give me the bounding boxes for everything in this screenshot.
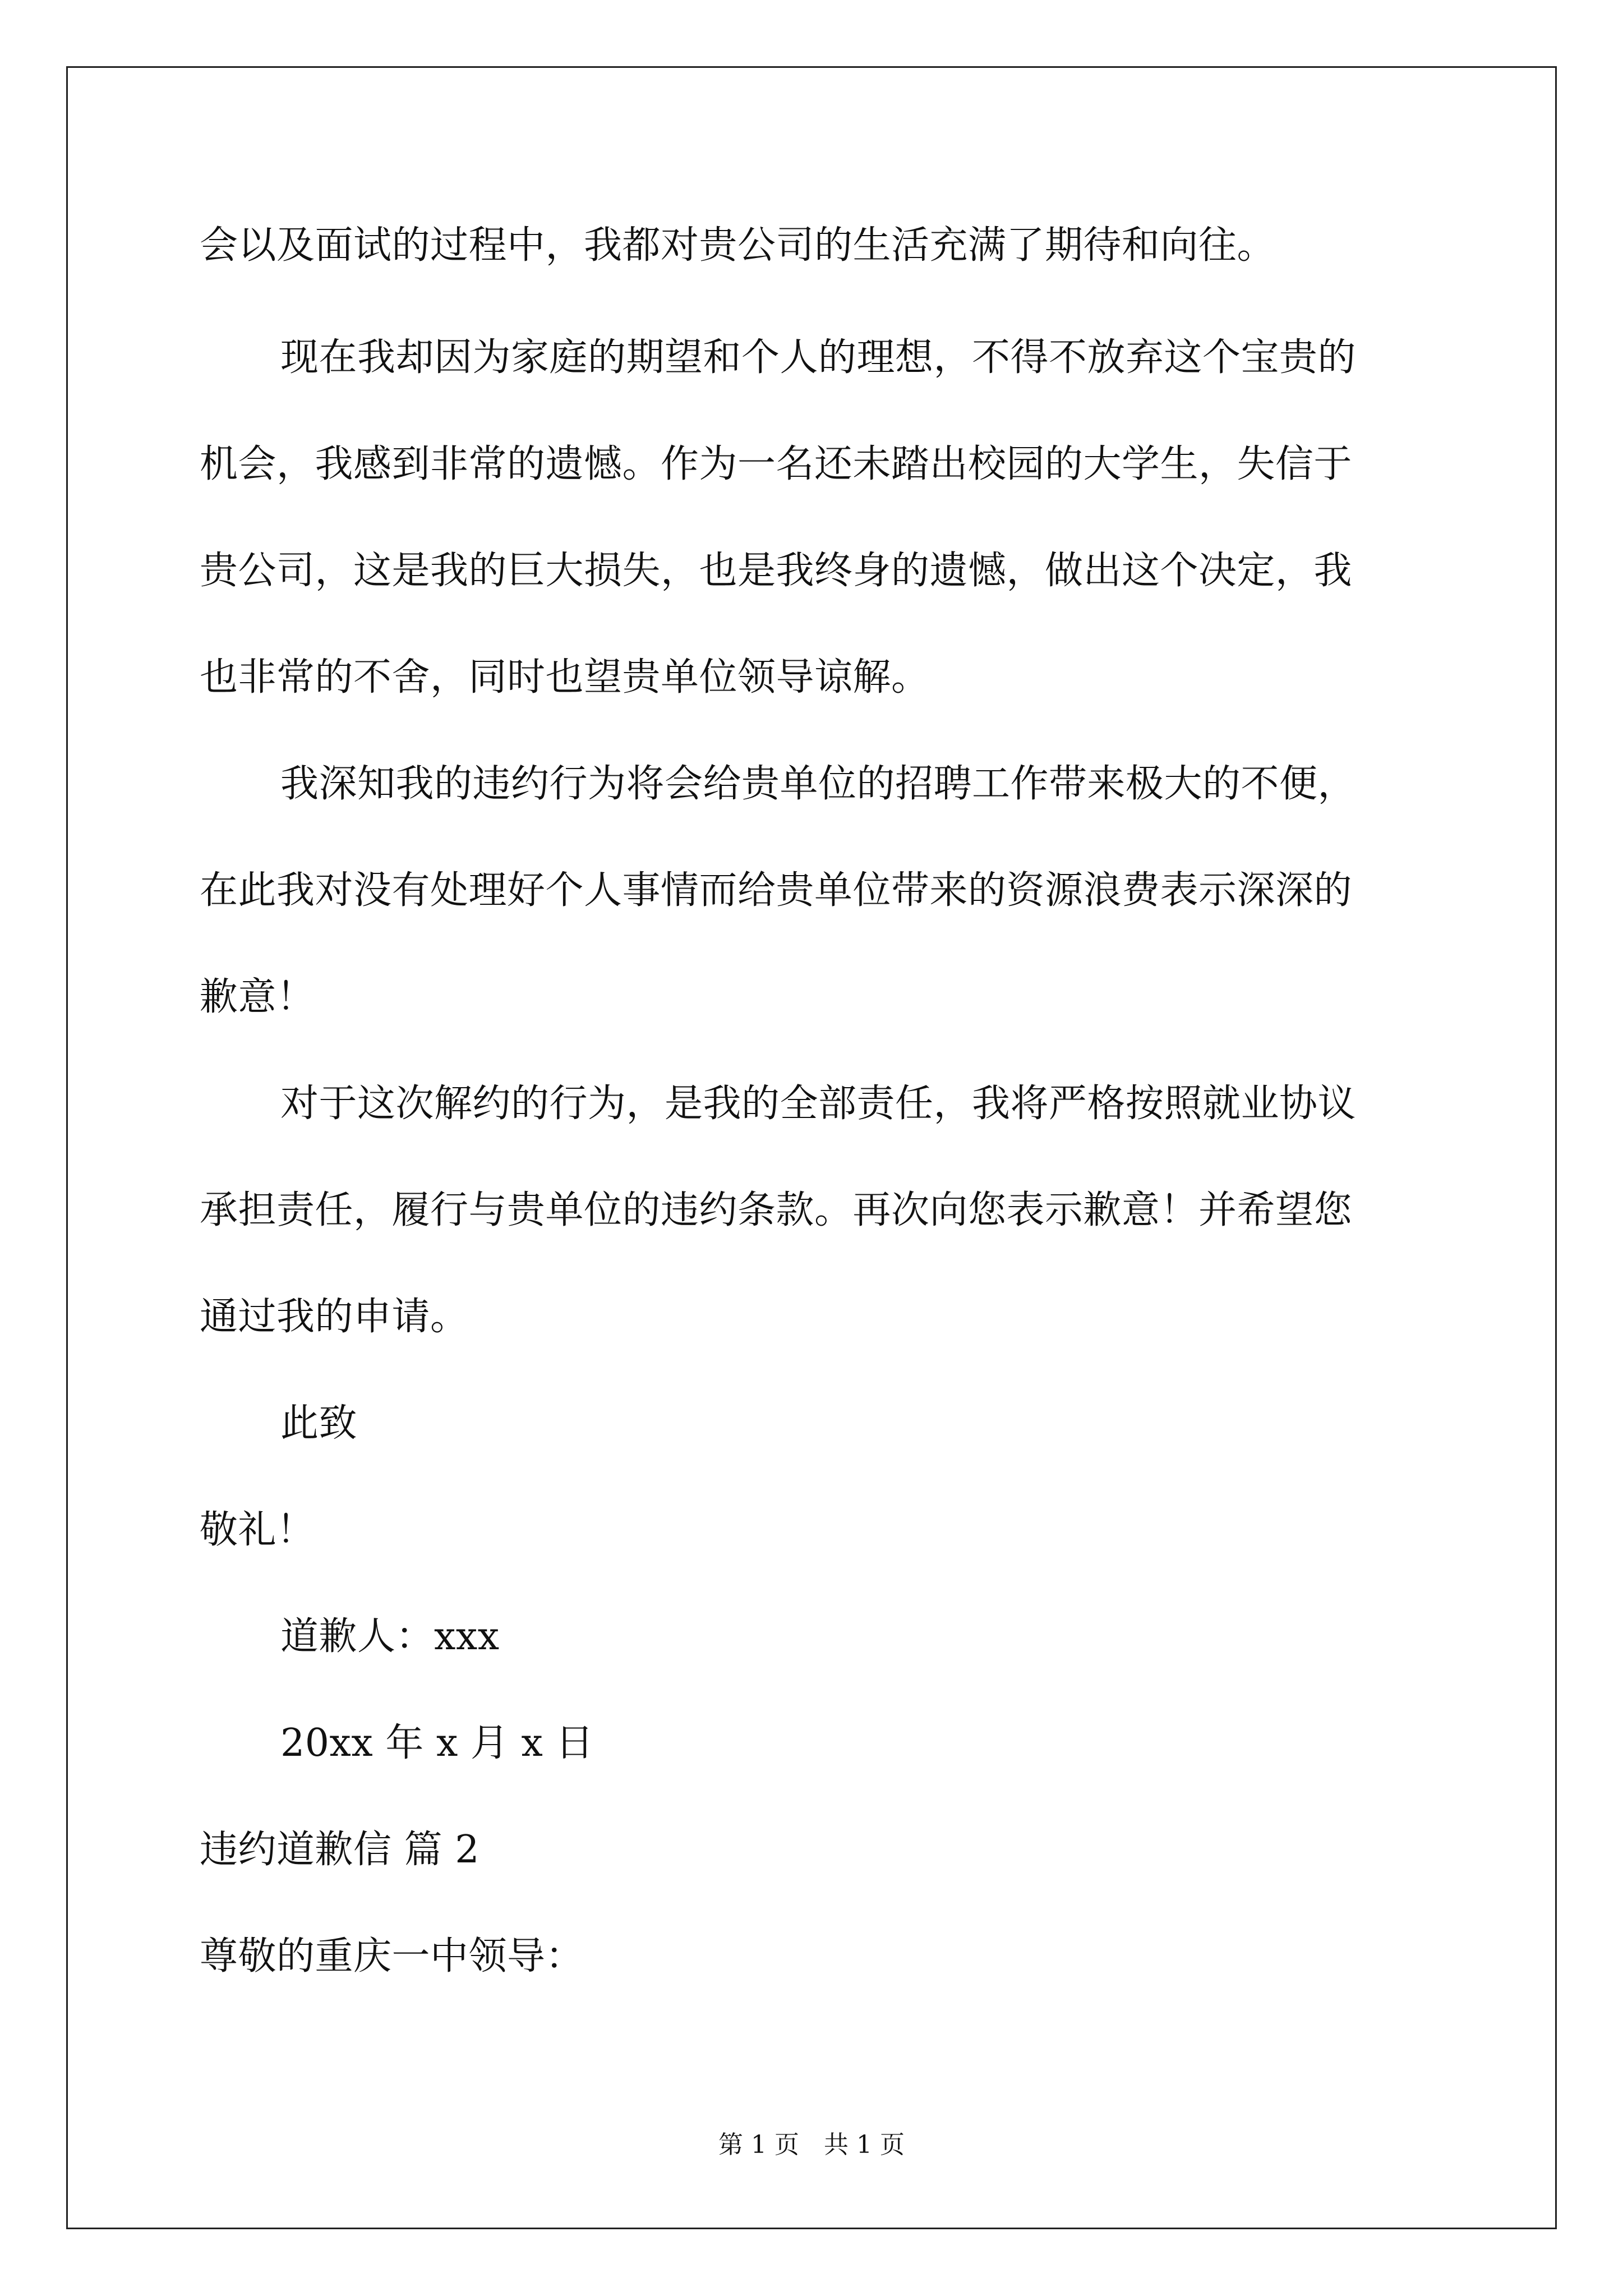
- page-footer: [0, 2131, 1623, 2160]
- body-line-5: 也非常的不舍，同时也望贵单位领导谅解。: [200, 655, 930, 700]
- greeting-line: 尊敬的重庆一中领导：: [200, 1934, 584, 1978]
- body-line-9: 对于这次解约的行为，是我的全部责任，我将严格按照就业协议: [280, 1082, 1357, 1126]
- body-line-1: 会以及面试的过程中，我都对贵公司的生活充满了期待和向往。: [200, 223, 1276, 268]
- signature-line: 道歉人：xxx: [280, 1614, 500, 1659]
- closing-regards: 敬礼！: [200, 1508, 315, 1552]
- body-line-4: 贵公司，这是我的巨大损失，也是我终身的遗憾，做出这个决定，我: [200, 549, 1353, 593]
- page-border: [66, 66, 1557, 2229]
- page-total: 共 1 页: [824, 2131, 905, 2159]
- body-line-7: 在此我对没有处理好个人事情而给贵单位带来的资源浪费表示深深的: [200, 868, 1353, 913]
- body-line-6: 我深知我的违约行为将会给贵单位的招聘工作带来极大的不便，: [280, 762, 1357, 806]
- body-line-2: 现在我却因为家庭的期望和个人的理想，不得不放弃这个宝贵的: [280, 335, 1357, 380]
- body-line-10: 承担责任，履行与贵单位的违约条款。再次向您表示歉意！并希望您: [200, 1188, 1353, 1232]
- section-heading: 违约道歉信 篇 2: [200, 1828, 479, 1872]
- page-number: 第 1 页: [718, 2131, 799, 2159]
- body-line-8: 歉意！: [200, 975, 315, 1019]
- body-line-11: 通过我的申请。: [200, 1295, 469, 1339]
- body-line-3: 机会，我感到非常的遗憾。作为一名还未踏出校园的大学生，失信于: [200, 442, 1353, 486]
- date-line: 20xx 年 x 月 x 日: [280, 1721, 594, 1765]
- closing-salutation: 此致: [280, 1401, 358, 1446]
